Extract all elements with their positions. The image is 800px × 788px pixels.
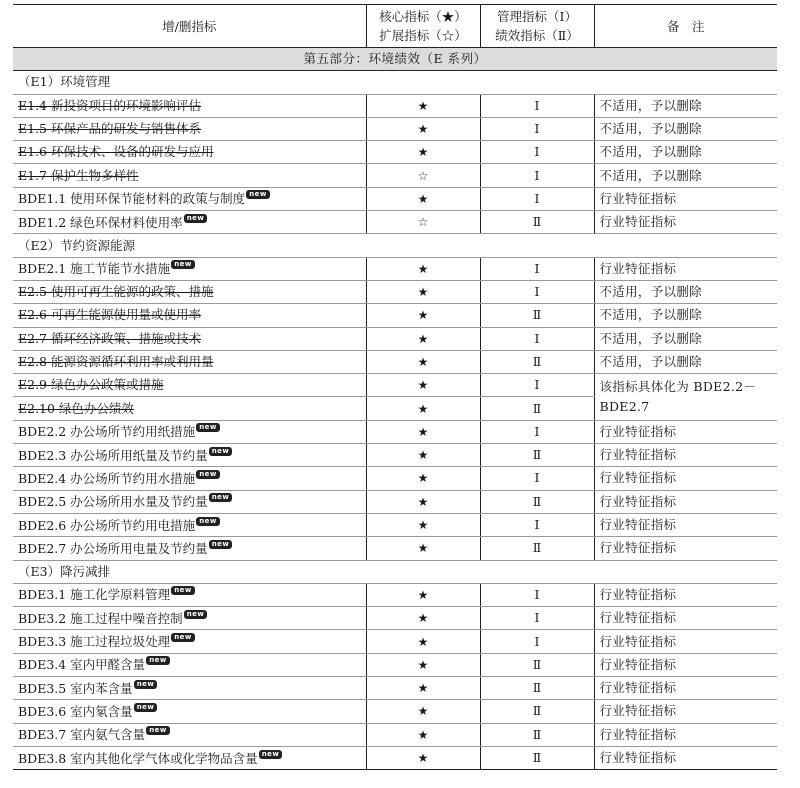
indicator-note: 不适用，予以删除 [594, 141, 777, 164]
indicator-type: ☆ [366, 164, 480, 187]
table-row [13, 211, 777, 234]
indicator-level: Ⅱ [480, 397, 594, 420]
group-row [13, 234, 777, 257]
table-row [13, 117, 777, 140]
new-badge-icon: new [184, 214, 208, 223]
new-badge-icon: new [184, 610, 208, 619]
indicator-name: BDE2.2 办公场所节约用纸措施 new [13, 420, 366, 443]
group-title-e2: （E2）节约资源能源 [13, 234, 777, 257]
indicator-note: 行业特征指标 [594, 653, 777, 676]
header-remarks: 备 注 [594, 5, 777, 48]
indicator-type: ★ [366, 653, 480, 676]
table-row [13, 304, 777, 327]
indicator-level: Ⅰ [480, 257, 594, 280]
indicator-name: E2.8 能源资源循环利用率或利用量 [13, 350, 366, 373]
indicator-level: Ⅱ [480, 350, 594, 373]
indicator-level: Ⅰ [480, 467, 594, 490]
indicator-name: E1.7 保护生物多样性 [13, 164, 366, 187]
new-badge-icon: new [209, 447, 233, 456]
indicator-type: ★ [366, 513, 480, 536]
table-row [13, 537, 777, 560]
indicator-note: 行业特征指标 [594, 257, 777, 280]
new-badge-icon: new [196, 423, 220, 432]
indicator-name: BDE2.3 办公场所用纸量及节约量 new [13, 444, 366, 467]
indicator-type: ★ [366, 420, 480, 443]
indicator-name: BDE1.1 使用环保节能材料的政策与制度 new [13, 187, 366, 210]
indicator-name: E2.10 绿色办公绩效 [13, 397, 366, 420]
indicator-type: ☆ [366, 211, 480, 234]
group-row [13, 560, 777, 583]
section-row [13, 48, 777, 71]
table-header [13, 5, 777, 48]
table-row [13, 700, 777, 723]
indicator-type: ★ [366, 304, 480, 327]
indicator-name: E2.9 绿色办公政策或措施 [13, 374, 366, 397]
indicator-name: E1.4 新投资项目的环境影响评估 [13, 94, 366, 117]
indicator-type: ★ [366, 327, 480, 350]
indicator-note: 不适用，予以删除 [594, 350, 777, 373]
indicator-note: 行业特征指标 [594, 607, 777, 630]
indicator-note: 该指标具体化为 BDE2.2－BDE2.7 [594, 374, 777, 421]
new-badge-icon: new [259, 750, 283, 759]
new-badge-icon: new [171, 633, 195, 642]
indicator-note: 不适用，予以删除 [594, 164, 777, 187]
indicator-level: Ⅰ [480, 164, 594, 187]
indicator-note: 行业特征指标 [594, 723, 777, 746]
indicator-level: Ⅰ [480, 94, 594, 117]
indicator-name: BDE3.5 室内苯含量 new [13, 677, 366, 700]
indicator-level: Ⅰ [480, 117, 594, 140]
indicator-name: BDE3.7 室内氨气含量 new [13, 723, 366, 746]
new-badge-icon: new [134, 703, 158, 712]
table-row [13, 187, 777, 210]
indicator-type: ★ [366, 630, 480, 653]
indicator-type: ★ [366, 746, 480, 769]
indicator-level: Ⅰ [480, 327, 594, 350]
indicator-note: 行业特征指标 [594, 537, 777, 560]
indicator-name: BDE3.8 室内其他化学气体或化学物品含量 new [13, 746, 366, 769]
table-row [13, 420, 777, 443]
indicator-note: 行业特征指标 [594, 211, 777, 234]
indicator-name: BDE1.2 绿色环保材料使用率 new [13, 211, 366, 234]
indicator-level: Ⅰ [480, 630, 594, 653]
table-row [13, 94, 777, 117]
indicator-note: 不适用，予以删除 [594, 280, 777, 303]
table-row [13, 653, 777, 676]
table-row [13, 444, 777, 467]
indicator-level: Ⅰ [480, 513, 594, 536]
indicator-name: E1.5 环保产品的研发与销售体系 [13, 117, 366, 140]
indicator-note: 行业特征指标 [594, 467, 777, 490]
new-badge-icon: new [134, 680, 158, 689]
indicator-note: 行业特征指标 [594, 746, 777, 769]
indicator-note: 行业特征指标 [594, 700, 777, 723]
header-core-extended: 核心指标（★） 扩展指标（☆） [366, 5, 480, 48]
new-badge-icon: new [146, 656, 170, 665]
new-badge-icon: new [196, 470, 220, 479]
indicator-note: 不适用，予以删除 [594, 117, 777, 140]
indicator-type: ★ [366, 257, 480, 280]
indicator-type: ★ [366, 700, 480, 723]
indicator-note: 行业特征指标 [594, 583, 777, 606]
indicator-level: Ⅰ [480, 141, 594, 164]
indicator-type: ★ [366, 537, 480, 560]
table-row [13, 630, 777, 653]
new-badge-icon: new [171, 260, 195, 269]
table-row [13, 327, 777, 350]
indicator-name: BDE3.2 施工过程中噪音控制 new [13, 607, 366, 630]
indicator-note: 行业特征指标 [594, 420, 777, 443]
indicator-type: ★ [366, 280, 480, 303]
indicator-name: BDE3.6 室内氡含量 new [13, 700, 366, 723]
indicator-type: ★ [366, 583, 480, 606]
indicator-type: ★ [366, 677, 480, 700]
indicator-type: ★ [366, 490, 480, 513]
indicator-name: BDE3.1 施工化学原料管理 new [13, 583, 366, 606]
header-management-performance: 管理指标（Ⅰ） 绩效指标（Ⅱ） [480, 5, 594, 48]
table-row [13, 280, 777, 303]
table-row [13, 513, 777, 536]
indicator-level: Ⅱ [480, 444, 594, 467]
table-row [13, 583, 777, 606]
indicator-type: ★ [366, 141, 480, 164]
indicator-level: Ⅱ [480, 746, 594, 769]
indicator-name: BDE2.7 办公场所用电量及节约量 new [13, 537, 366, 560]
indicator-type: ★ [366, 350, 480, 373]
indicator-level: Ⅰ [480, 420, 594, 443]
indicator-table-container [13, 4, 777, 770]
indicator-type: ★ [366, 374, 480, 397]
new-badge-icon: new [171, 586, 195, 595]
table-row [13, 164, 777, 187]
indicator-name: E2.7 循环经济政策、措施或技术 [13, 327, 366, 350]
table-row [13, 374, 777, 397]
group-title-e3: （E3）降污减排 [13, 560, 777, 583]
table-row [13, 607, 777, 630]
indicator-level: Ⅱ [480, 537, 594, 560]
indicator-note: 行业特征指标 [594, 677, 777, 700]
new-badge-icon: new [209, 540, 233, 549]
table-row [13, 746, 777, 769]
indicator-name: E2.5 使用可再生能源的政策、措施 [13, 280, 366, 303]
indicator-level: Ⅰ [480, 583, 594, 606]
indicator-level: Ⅰ [480, 607, 594, 630]
indicator-note: 不适用，予以删除 [594, 304, 777, 327]
indicator-level: Ⅱ [480, 304, 594, 327]
section-title: 第五部分：环境绩效（E 系列） [13, 48, 777, 71]
table-row [13, 467, 777, 490]
new-badge-icon: new [246, 190, 270, 199]
indicator-note: 不适用，予以删除 [594, 94, 777, 117]
indicator-level: Ⅱ [480, 723, 594, 746]
indicator-level: Ⅰ [480, 280, 594, 303]
indicator-note: 行业特征指标 [594, 187, 777, 210]
indicator-name: BDE3.3 施工过程垃圾处理 new [13, 630, 366, 653]
indicator-level: Ⅱ [480, 677, 594, 700]
indicator-type: ★ [366, 607, 480, 630]
indicator-level: Ⅱ [480, 490, 594, 513]
new-badge-icon: new [196, 517, 220, 526]
new-badge-icon: new [209, 493, 233, 502]
indicator-type: ★ [366, 117, 480, 140]
group-title-e1: （E1）环境管理 [13, 71, 777, 94]
indicator-note: 不适用，予以删除 [594, 327, 777, 350]
group-row [13, 71, 777, 94]
table-row [13, 350, 777, 373]
indicator-note: 行业特征指标 [594, 630, 777, 653]
indicator-name: E1.6 环保技术、设备的研发与应用 [13, 141, 366, 164]
table-row [13, 257, 777, 280]
indicator-type: ★ [366, 723, 480, 746]
indicator-level: Ⅱ [480, 211, 594, 234]
indicator-name: BDE2.1 施工节能节水措施 new [13, 257, 366, 280]
table-row [13, 141, 777, 164]
indicator-note: 行业特征指标 [594, 513, 777, 536]
indicator-level: Ⅰ [480, 187, 594, 210]
indicator-level: Ⅱ [480, 700, 594, 723]
indicator-name: E2.6 可再生能源使用量或使用率 [13, 304, 366, 327]
indicator-table [13, 4, 777, 770]
indicator-note: 行业特征指标 [594, 490, 777, 513]
indicator-name: BDE2.6 办公场所节约用电措施 new [13, 513, 366, 536]
indicator-type: ★ [366, 94, 480, 117]
indicator-name: BDE2.4 办公场所节约用水措施 new [13, 467, 366, 490]
indicator-type: ★ [366, 187, 480, 210]
table-row [13, 677, 777, 700]
indicator-level: Ⅱ [480, 653, 594, 676]
indicator-name: BDE2.5 办公场所用水量及节约量 new [13, 490, 366, 513]
indicator-level: Ⅰ [480, 374, 594, 397]
indicator-type: ★ [366, 467, 480, 490]
indicator-name: BDE3.4 室内甲醛含量 new [13, 653, 366, 676]
new-badge-icon: new [146, 726, 170, 735]
table-row [13, 723, 777, 746]
indicator-type: ★ [366, 444, 480, 467]
indicator-type: ★ [366, 397, 480, 420]
header-indicator: 增/删指标 [13, 5, 366, 48]
indicator-note: 行业特征指标 [594, 444, 777, 467]
table-row [13, 490, 777, 513]
